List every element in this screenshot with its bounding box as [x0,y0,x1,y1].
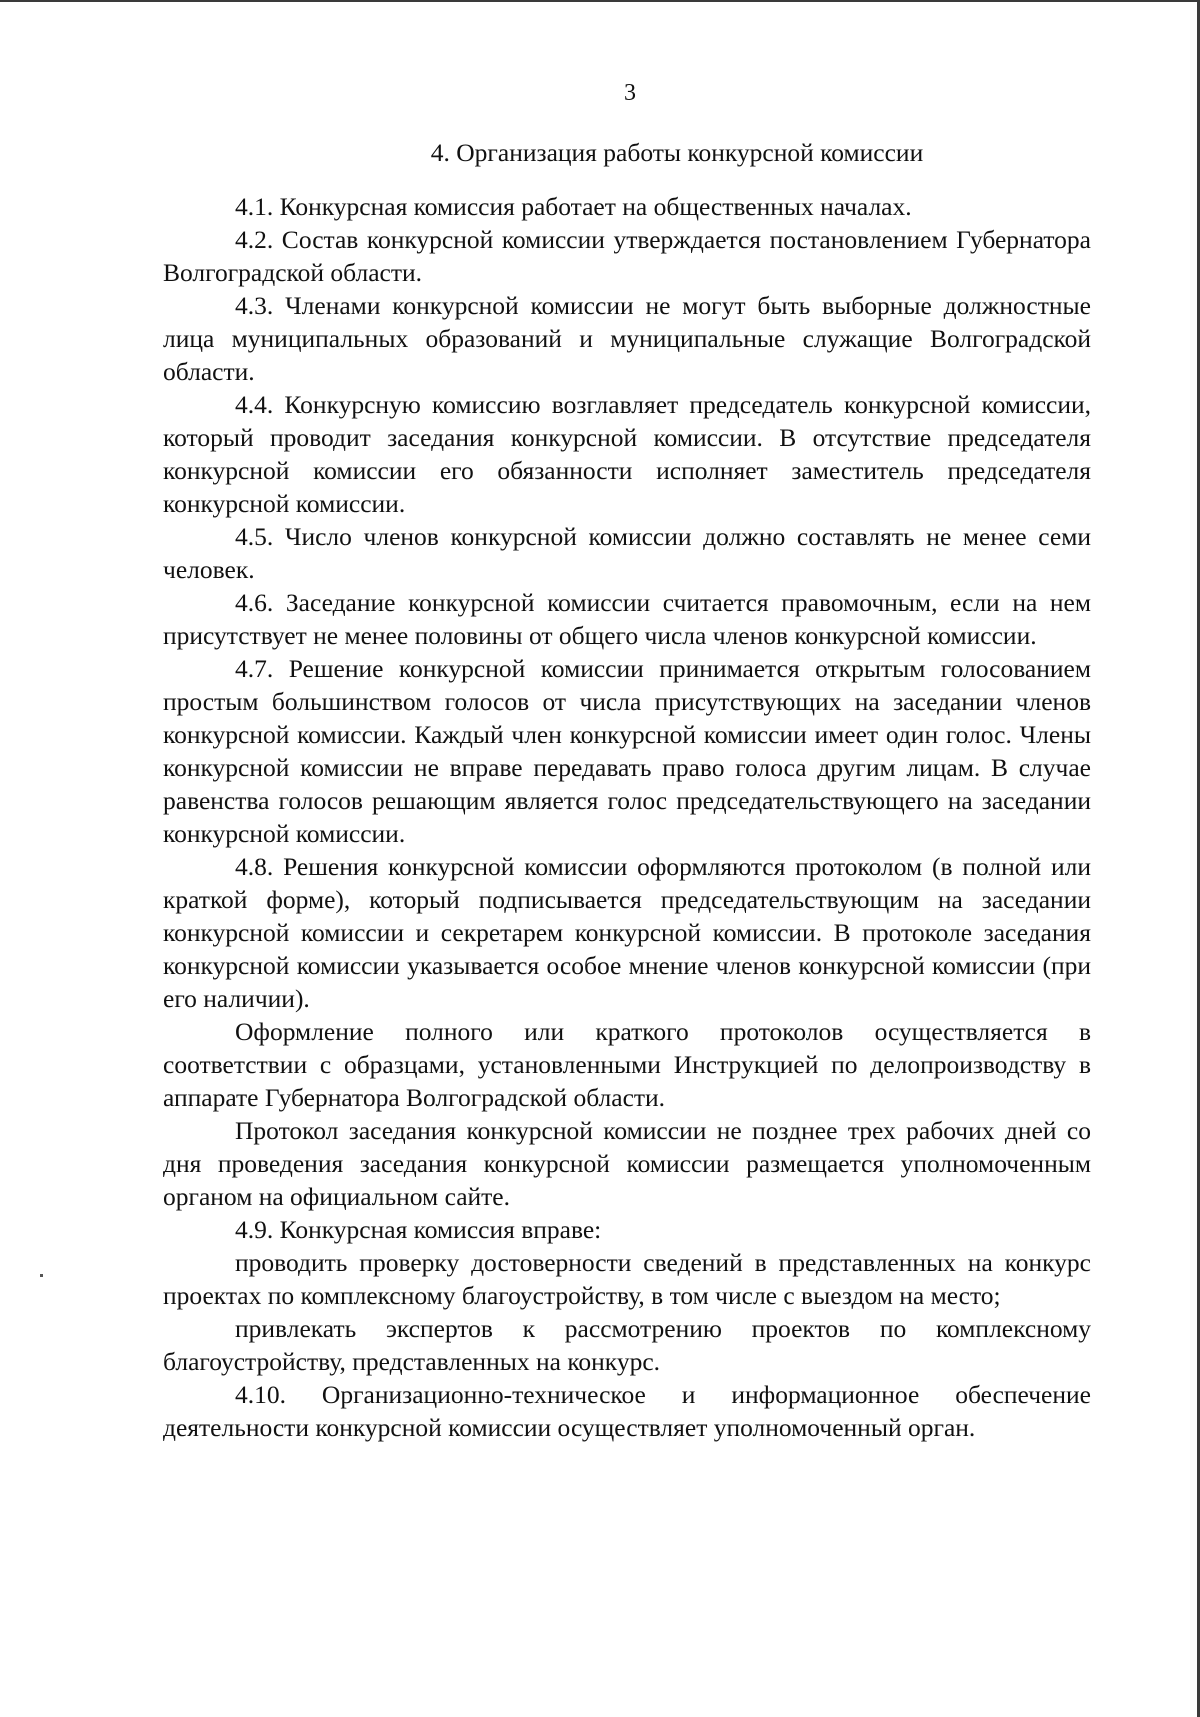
paragraph-4-8: 4.8. Решения конкурсной комиссии оформляются протоколом (в полной или краткой форме), который подписывается председательствующим на заседании конкурсной комиссии и секретарем конкурсной комиссии. В протоколе заседания конкурсной комиссии указывается особое мнение членов конкурсной комиссии (при его наличии). [163,852,1091,1013]
paragraph-4-6: 4.6. Заседание конкурсной комиссии считается правомочным, если на нем присутствует не менее половины от общего числа членов конкурсной комиссии. [163,588,1091,650]
paragraph-4-4: 4.4. Конкурсную комиссию возглавляет председатель конкурсной комиссии, который проводит заседания конкурсной комиссии. В отсутствие председателя конкурсной комиссии его обязанности исполняет заместитель председателя конкурсной комиссии. [163,390,1091,518]
paragraph-4-9-item-verify: проводить проверку достоверности сведений в представленных на конкурс проектах по комплексному благоустройству, в том числе с выездом на место; [163,1248,1091,1310]
scan-speck [40,1274,43,1277]
scan-edge-top [0,0,1200,2]
paragraph-protocol-publication: Протокол заседания конкурсной комиссии не позднее трех рабочих дней со дня проведения заседания конкурсной комиссии размещается уполномоченным органом на официальном сайте. [163,1116,1091,1211]
paragraph-4-7: 4.7. Решение конкурсной комиссии принимается открытым голосованием простым большинством голосов от числа присутствующих на заседании членов конкурсной комиссии. Каждый член конкурсной комиссии имеет один голос. Члены конкурсной комиссии не вправе передавать право голоса другим лицам. В случае равенства голосов решающим является голос председательствующего на заседании конкурсной комиссии. [163,654,1091,848]
paragraph-protocol-format: Оформление полного или краткого протоколов осуществляется в соответствии с образцами, установленными Инструкцией по делопроизводству в аппарате Губернатора Волгоградской области. [163,1017,1091,1112]
paragraph-4-2: 4.2. Состав конкурсной комиссии утверждается постановлением Губернатора Волгоградской области. [163,225,1091,287]
paragraph-4-5: 4.5. Число членов конкурсной комиссии должно составлять не менее семи человек. [163,522,1091,584]
document-body [163,136,1091,1444]
page-number: 3 [624,80,636,106]
paragraph-4-9: 4.9. Конкурсная комиссия вправе: [235,1215,602,1244]
paragraph-4-1: 4.1. Конкурсная комиссия работает на общественных началах. [235,192,912,221]
paragraph-4-9-item-experts: привлекать экспертов к рассмотрению проектов по комплексному благоустройству, представленных на конкурс. [163,1314,1091,1376]
section-title: 4. Организация работы конкурсной комиссии [430,138,924,167]
paragraph-4-3: 4.3. Членами конкурсной комиссии не могут быть выборные должностные лица муниципальных образований и муниципальные служащие Волгоградской области. [163,291,1091,386]
paragraph-4-10: 4.10. Организационно-техническое и информационное обеспечение деятельности конкурсной комиссии осуществляет уполномоченный орган. [163,1380,1091,1442]
